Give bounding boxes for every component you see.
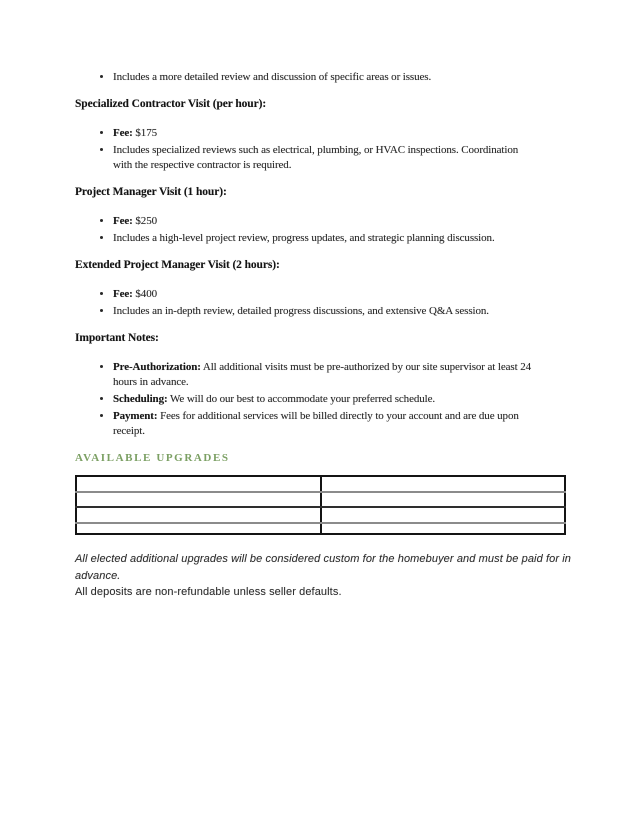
table-cell [321, 476, 566, 492]
section-list-extended-project-manager [75, 287, 572, 319]
description-item [113, 143, 572, 173]
table-cell [76, 476, 321, 492]
fee-value: $175 [135, 127, 158, 139]
table-cell [321, 507, 566, 523]
footer-italic-line: advance. [75, 569, 121, 582]
fee-value: $250 [135, 215, 158, 227]
table-row [76, 492, 565, 507]
section-heading-extended-project-manager-visit: Extended Project Manager Visit (2 hours): [75, 259, 280, 271]
description-line: • Includes specialized reviews such as electrical, plumbing, or HVAC inspections. Coordination [113, 144, 519, 156]
fee-item [113, 287, 572, 302]
note-item-pre-authorization [113, 360, 572, 390]
table-cell [76, 492, 321, 507]
fee-item [113, 126, 572, 141]
fee-label: Fee: [113, 127, 133, 139]
table-row [76, 507, 565, 523]
footer-disclaimers [75, 551, 572, 601]
upgrades-table [75, 475, 566, 535]
note-text: Fees for additional services will be billed directly to your account and are due upon [160, 410, 519, 422]
note-label: Payment: [113, 410, 158, 422]
table-cell [321, 492, 566, 507]
note-label: Scheduling: [113, 393, 168, 405]
description-line: • Includes a high-level project review, progress updates, and strategic planning discussion. [113, 232, 495, 244]
description-item [113, 231, 572, 246]
section-heading-project-manager-visit: Project Manager Visit (1 hour): [75, 186, 227, 198]
note-line [113, 409, 572, 424]
table-row [76, 523, 565, 534]
note-label: Pre-Authorization: [113, 361, 201, 373]
note-item-payment [113, 409, 572, 439]
table-cell [76, 523, 321, 534]
table-cell [76, 507, 321, 523]
footer-deposits-line: All deposits are non-refundable unless seller defaults. [75, 586, 342, 598]
upgrades-heading: AVAILABLE UPGRADES [75, 452, 230, 464]
fee-label: Fee: [113, 215, 133, 227]
description-line: with the respective contractor is required. [113, 159, 292, 171]
notes-list [75, 360, 572, 439]
intro-bullet-item: • Includes a more detailed review and discussion of specific areas or issues. [113, 70, 572, 85]
note-item-scheduling [113, 392, 572, 407]
table-cell [321, 523, 566, 534]
footer-italic-line: All elected additional upgrades will be considered custom for the homebuyer and must be paid for in [75, 553, 572, 565]
fee-value: $400 [135, 288, 158, 300]
section-heading-important-notes: Important Notes: [75, 332, 159, 344]
fee-item [113, 214, 572, 229]
note-line [113, 392, 572, 407]
note-text: All additional visits must be pre-authorized by our site supervisor at least 24 [202, 361, 532, 373]
section-list-specialized [75, 126, 572, 173]
intro-bullet-list [75, 70, 572, 85]
note-line: hours in advance. [113, 376, 189, 388]
description-line: • Includes an in-depth review, detailed progress discussions, and extensive Q&A session. [113, 305, 489, 317]
note-line: receipt. [113, 425, 145, 437]
note-line [113, 360, 572, 375]
fee-label: Fee: [113, 288, 133, 300]
section-list-project-manager [75, 214, 572, 246]
table-row [76, 476, 565, 492]
description-item [113, 304, 572, 319]
section-heading-specialized-contractor-visit: Specialized Contractor Visit (per hour): [75, 98, 267, 110]
note-text: We will do our best to accommodate your preferred schedule. [169, 393, 436, 405]
